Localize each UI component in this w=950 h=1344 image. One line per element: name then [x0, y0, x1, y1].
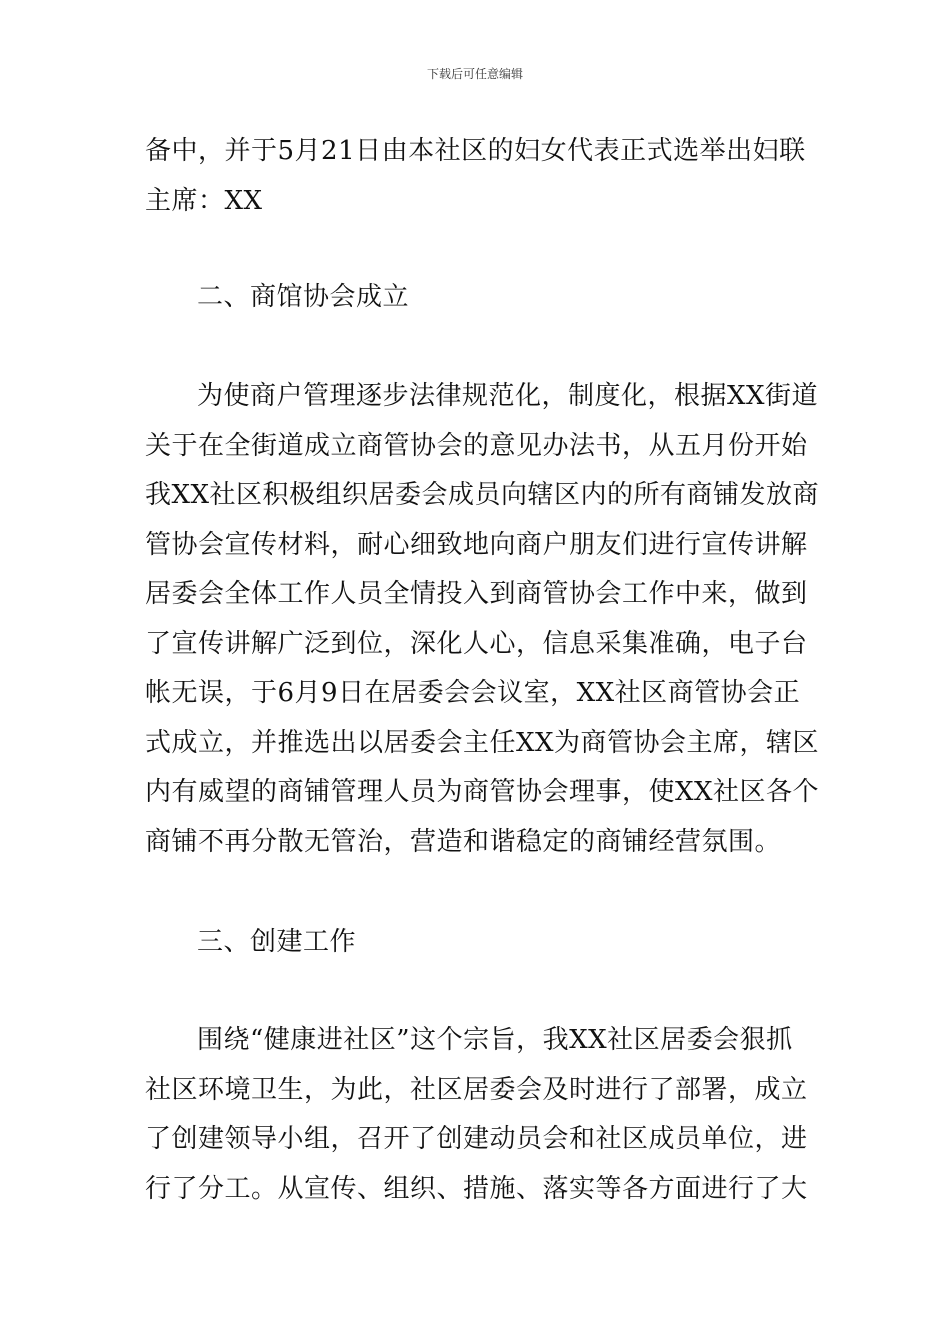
paragraph-line: 式成立，并推选出以居委会主任XX为商管协会主席，辖区: [145, 727, 820, 758]
paragraph-line: 管协会宣传材料，耐心细致地向商户朋友们进行宣传讲解: [145, 529, 808, 560]
paragraph-line: 围绕“健康进社区”这个宗旨，我XX社区居委会狠抓: [197, 1025, 793, 1055]
paragraph-line: 行了分工。从宣传、组织、措施、落实等各方面进行了大: [145, 1173, 808, 1204]
section-heading-3: [145, 918, 810, 968]
header-note: 下载后可任意编辑: [426, 67, 523, 81]
section-2-paragraph: [145, 372, 820, 867]
paragraph-line: 了创建领导小组，召开了创建动员会和社区成员单位，进: [145, 1124, 808, 1154]
paragraph-line: 备中，并于5月21日由本社区的妇女代表正式选举出妇联: [145, 136, 806, 166]
paragraph-line: 为使商户管理逐步法律规范化，制度化，根据XX街道: [197, 381, 819, 411]
section-heading-2: [145, 273, 810, 323]
section-heading-text: 二、商馆协会成立: [197, 282, 410, 312]
section-3-paragraph: [145, 1016, 810, 1214]
paragraph-line: 内有威望的商铺管理人员为商管协会理事，使XX社区各个: [145, 777, 820, 807]
paragraph-line: 主席：XX: [145, 185, 263, 216]
paragraph-line: 商铺不再分散无管治，营造和谐稳定的商铺经营氛围。: [145, 826, 782, 857]
paragraph-line: 我XX社区积极组织居委会成员向辖区内的所有商铺发放商: [145, 480, 820, 510]
paragraph-line: 关于在全街道成立商管协会的意见办法书，从五月份开始: [145, 430, 808, 461]
section-heading-text: 三、创建工作: [197, 927, 357, 957]
paragraph-line: 社区环境卫生，为此，社区居委会及时进行了部署，成立: [145, 1074, 808, 1105]
paragraph-line: 帐无误，于6月9日在居委会会议室，XX社区商管协会正: [145, 678, 801, 708]
paragraph-continuation: [145, 127, 810, 226]
paragraph-line: 居委会全体工作人员全情投入到商管协会工作中来，做到: [145, 579, 808, 609]
paragraph-line: 了宣传讲解广泛到位，深化人心，信息采集准确，电子台: [145, 628, 808, 659]
